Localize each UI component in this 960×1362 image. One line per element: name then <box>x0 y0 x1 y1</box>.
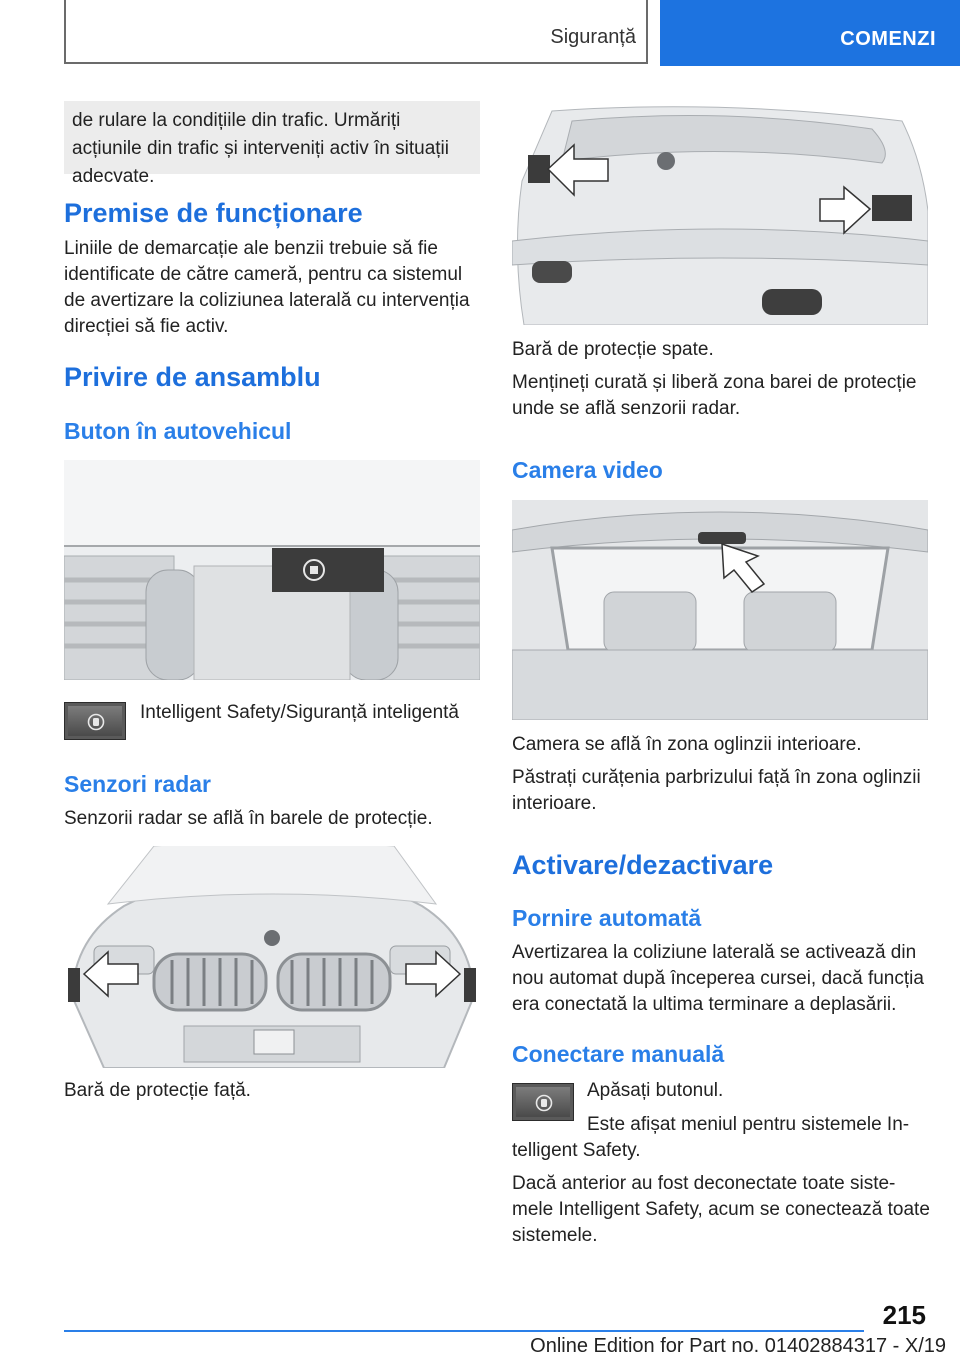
heading-camera: Camera video <box>512 457 663 483</box>
header-section-title: Siguranță <box>550 26 636 48</box>
footer-divider <box>64 1330 864 1332</box>
camera-image <box>512 500 928 720</box>
intelligent-safety-button-icon-2 <box>512 1083 574 1121</box>
page-number: 215 <box>882 1300 926 1330</box>
paragraph-menu-line1: Este afișat meniul pentru sistemele In- <box>587 1114 910 1135</box>
paragraph-premise: Liniile de demarcație ale benzii trebuie să fie identificate de către cameră, pentru ca sistemul de avertizare la coliziunea laterală cu intervenția direcției să fie activ. <box>64 238 470 337</box>
dashboard-illustration <box>64 460 480 680</box>
heading-button: Buton în autovehicul <box>64 418 292 444</box>
note-box: de rulare la condițiile din trafic. Urmăriți acțiunile din trafic și interveniți activ în situații adecvate. <box>64 101 480 174</box>
heading-premise: Premise de funcționare <box>64 198 363 228</box>
rear-car-illustration <box>512 101 928 325</box>
heading-activation: Activare/dezactivare <box>512 850 774 880</box>
rear-bumper-image <box>512 101 928 325</box>
front-car-illustration <box>64 846 480 1068</box>
caption-camera: Camera se află în zona oglinzii interioare. <box>512 734 862 755</box>
paragraph-menu-line2: telligent Safety. <box>512 1140 641 1161</box>
heading-auto-start: Pornire automată <box>512 905 702 931</box>
paragraph-radar: Senzorii radar se află în barele de protecție. <box>64 808 433 829</box>
caption-front-bumper: Bară de protecție față. <box>64 1080 251 1101</box>
paragraph-rear: Mențineți curată și liberă zona barei de protecție unde se află senzorii radar. <box>512 372 917 419</box>
dashboard-button-image <box>64 460 480 680</box>
paragraph-auto-start: Avertizarea la coliziune laterală se activează din nou automat după începerea cursei, dacă funcția era conectată la ultima terminare a deplasării. <box>512 942 924 1015</box>
caption-rear-bumper: Bară de protecție spate. <box>512 339 714 360</box>
header-chapter-title: COMENZI <box>840 28 936 50</box>
heading-overview: Privire de ansamblu <box>64 362 321 392</box>
paragraph-camera: Păstrați curățenia parbrizului față în zona oglinzii interioare. <box>512 767 921 814</box>
heading-radar: Senzori radar <box>64 771 211 797</box>
heading-manual: Conectare manuală <box>512 1041 725 1067</box>
intelligent-safety-button-icon <box>64 702 126 740</box>
footer-edition: Online Edition for Part no. 01402884317 - X/19 <box>530 1335 946 1357</box>
car-shield-icon <box>535 1093 553 1113</box>
header-chapter-tab <box>660 0 960 66</box>
car-shield-icon <box>87 712 105 732</box>
front-bumper-image <box>64 846 480 1068</box>
interior-illustration <box>512 500 928 720</box>
button-caption: Intelligent Safety/Siguranță inteligentă <box>140 702 459 723</box>
paragraph-press-button: Apăsați butonul. <box>587 1080 724 1101</box>
paragraph-if-disabled: Dacă anterior au fost deconectate toate siste-mele Intelligent Safety, acum se conectează toate sistemele. <box>512 1173 930 1246</box>
